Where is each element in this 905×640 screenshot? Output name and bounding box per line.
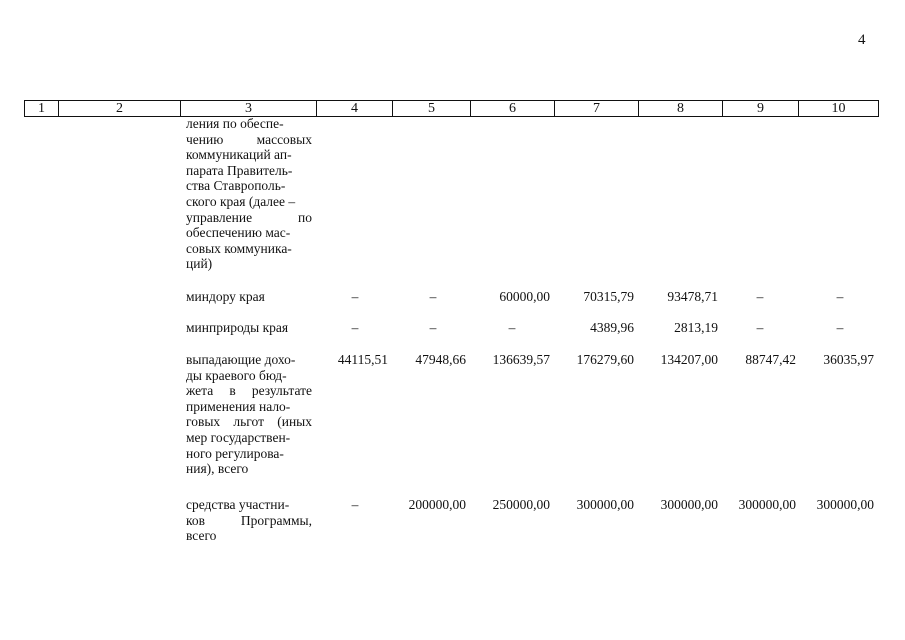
row-label-line: ды краевого бюд- [186, 367, 287, 383]
table-cell: – [351, 497, 359, 512]
row-label-line: чению массовых [186, 131, 312, 147]
row-label-line: ков Программы, [186, 512, 312, 528]
row-label [186, 497, 312, 544]
row-label [186, 320, 312, 336]
row-label-line: ления по обеспе- [186, 116, 284, 131]
row-label-line: мер государствен- [186, 429, 291, 445]
row-label-line: коммуникаций ап- [186, 147, 292, 163]
row-label [186, 116, 312, 272]
table-cell: – [756, 289, 764, 304]
table-cell: 93478,71 [667, 289, 718, 304]
table-cell: 36035,97 [823, 352, 874, 367]
table-cell: 200000,00 [408, 497, 466, 512]
row-label [186, 289, 312, 305]
column-header-9: 9 [723, 101, 799, 117]
column-header-4: 4 [317, 101, 393, 117]
table-cell: 4389,96 [590, 320, 634, 335]
row-label-line: миндору края [186, 289, 265, 304]
table-cell: 47948,66 [415, 352, 466, 367]
column-header-7: 7 [555, 101, 639, 117]
table-cell: – [836, 289, 844, 304]
row-label-line: выпадающие дохо- [186, 352, 296, 367]
row-label-line: управление по [186, 209, 312, 225]
table-cell: – [756, 320, 764, 335]
table-cell: 2813,19 [674, 320, 718, 335]
row-label-line: ного регулирова- [186, 445, 284, 461]
column-header-8: 8 [639, 101, 723, 117]
row-label-line: ций) [186, 256, 213, 272]
table-cell: 300000,00 [738, 497, 796, 512]
table-column-numbers [24, 100, 879, 117]
row-label-line: всего [186, 528, 217, 544]
row-label-line: ния), всего [186, 461, 249, 477]
table-cell: 300000,00 [660, 497, 718, 512]
table-cell: – [836, 320, 844, 335]
row-label-line: ского края (далее – [186, 193, 296, 209]
column-header-2: 2 [59, 101, 181, 117]
table-cell: 134207,00 [660, 352, 718, 367]
row-label-line: жета в результате [186, 383, 312, 399]
table-cell: 176279,60 [576, 352, 634, 367]
table-cell: – [351, 289, 359, 304]
column-header-6: 6 [471, 101, 555, 117]
row-label-line: совых коммуника- [186, 240, 292, 256]
table-cell: 44115,51 [337, 352, 388, 367]
row-label-line: обеспечению мас- [186, 225, 291, 241]
column-header-3: 3 [181, 101, 317, 117]
column-header-5: 5 [393, 101, 471, 117]
table-cell: – [429, 320, 437, 335]
column-header-1: 1 [25, 101, 59, 117]
row-label-line: минприроды края [186, 320, 289, 335]
page-number: 4 [858, 32, 866, 48]
row-label-line: говых льгот (иных [186, 414, 312, 430]
table-cell: 250000,00 [492, 497, 550, 512]
table-cell: – [351, 320, 359, 335]
table-cell: – [429, 289, 437, 304]
row-label-line: средства участни- [186, 497, 290, 512]
row-label-line: ства Ставрополь- [186, 178, 286, 194]
table-cell: – [508, 320, 516, 335]
table-cell: 300000,00 [816, 497, 874, 512]
table-cell: 60000,00 [499, 289, 550, 304]
table-cell: 70315,79 [583, 289, 634, 304]
row-label-line: применения нало- [186, 398, 291, 414]
table-cell: 300000,00 [576, 497, 634, 512]
row-label [186, 352, 312, 477]
row-label-line: парата Правитель- [186, 162, 293, 178]
column-header-10: 10 [799, 101, 879, 117]
table-cell: 136639,57 [492, 352, 550, 367]
table-cell: 88747,42 [745, 352, 796, 367]
